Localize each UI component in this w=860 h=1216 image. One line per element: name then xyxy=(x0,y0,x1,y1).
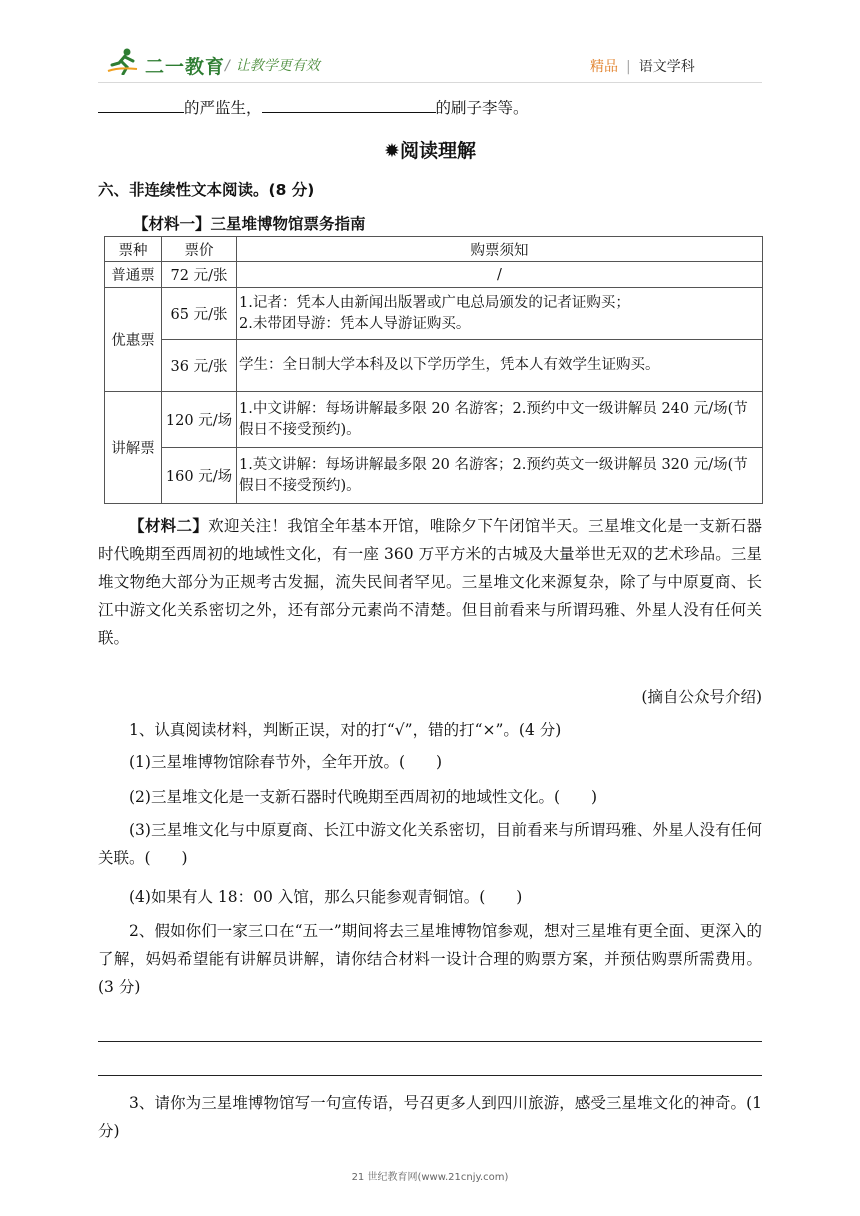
material-1-title: 【材料一】三星堆博物馆票务指南 xyxy=(133,215,366,233)
answer-line-2[interactable] xyxy=(98,1075,762,1076)
answer-blank-1[interactable] xyxy=(98,98,184,113)
table-row xyxy=(105,448,763,504)
subject-label: 语文学科 xyxy=(638,59,695,75)
header-divider xyxy=(98,82,762,83)
blank-text-2: 的刷子李等。 xyxy=(435,99,529,117)
fill-blank-line xyxy=(98,98,529,118)
ticket-notes: / xyxy=(237,262,763,288)
table-row xyxy=(105,392,763,448)
blank-text-1: 的严监生， xyxy=(184,99,262,117)
page-footer: 21 世纪教育网(www.21cnjy.com) xyxy=(351,1172,509,1183)
section-title: ✹阅读理解 xyxy=(384,140,476,162)
note-line: 2.未带团导游：凭本人导游证购买。 xyxy=(239,315,471,332)
ticket-notes xyxy=(237,288,763,340)
material-2-label: 【材料二】 xyxy=(129,516,209,535)
material-2-paragraph xyxy=(98,512,762,652)
table-row xyxy=(105,288,763,340)
answer-line-1[interactable] xyxy=(98,1041,762,1042)
question-1-item-3: (3)三星堆文化与中原夏商、长江中游文化关系密切，目前看来与所谓玛雅、外星人没有任何关联。( ) xyxy=(98,821,762,867)
brand-name: 二一教育 xyxy=(145,56,226,78)
ticket-price: 72 元/张 xyxy=(162,262,237,288)
material-2-source xyxy=(98,683,762,711)
header-cell-notes: 购票须知 xyxy=(237,237,763,262)
ticket-type: 优惠票 xyxy=(105,288,162,392)
ticket-price: 65 元/张 xyxy=(162,288,237,340)
ticket-notes: 1.中文讲解：每场讲解最多限 20 名游客；2.预约中文一级讲解员 240 元/场(节假日不接受预约)。 xyxy=(237,392,763,448)
question-1-item-2: (2)三星堆文化是一支新石器时代晚期至西周初的地域性文化。( ) xyxy=(129,788,598,806)
question-3: 3、请你为三星堆博物馆写一句宣传语，号召更多人到四川旅游，感受三星堆文化的神奇。(1 分) xyxy=(98,1094,762,1140)
ticket-price: 160 元/场 xyxy=(162,448,237,504)
ticket-price: 120 元/场 xyxy=(162,392,237,448)
note-line: 1.记者：凭本人由新闻出版署或广电总局颁发的记者证购买； xyxy=(239,294,630,311)
ticket-type: 普通票 xyxy=(105,262,162,288)
header-cell-type: 票种 xyxy=(105,237,162,262)
material-2-text: 欢迎关注！我馆全年基本开馆，唯除夕下午闭馆半天。三星堆文化是一支新石器时代晚期至西周初的地域性文化，有一座 360 万平方米的古城及大量举世无双的艺术珍品。三星堆文物绝大部分为正规考古发掘，流失民间者罕见。三星堆文化来源复杂，除了与中原夏商、长江中游文化关系密切之外，还有部分元素尚不清楚。但目前看来与所谓玛雅、外星人没有任何关联。 xyxy=(98,517,762,647)
ticket-table xyxy=(104,236,763,504)
table-header-row xyxy=(105,237,763,262)
ticket-notes: 学生：全日制大学本科及以下学历学生，凭本人有效学生证购买。 xyxy=(237,340,763,392)
table-row xyxy=(105,262,763,288)
premium-badge: 精品 xyxy=(590,59,618,75)
brand-slogan: / 让教学更有效 xyxy=(225,58,320,74)
ticket-type: 讲解票 xyxy=(105,392,162,504)
runner-logo-icon xyxy=(107,47,139,75)
page-header xyxy=(0,0,860,90)
question-2: 2、假如你们一家三口在“五一”期间将去三星堆博物馆参观，想对三星堆有更全面、更深入的了解，妈妈希望能有讲解员讲解，请你结合材料一设计合理的购票方案，并预估购票所需费用。(3 分) xyxy=(98,922,762,996)
ticket-notes: 1.英文讲解：每场讲解最多限 20 名游客；2.预约英文一级讲解员 320 元/场(节假日不接受预约)。 xyxy=(237,448,763,504)
slogan-text: 让教学更有效 xyxy=(235,58,320,74)
question-1-item-1: (1)三星堆博物馆除春节外，全年开放。( ) xyxy=(129,753,443,771)
question-6-title: 六、非连续性文本阅读。(8 分) xyxy=(98,181,315,199)
source-text: (摘自公众号介绍) xyxy=(641,688,762,706)
table-row xyxy=(105,340,763,392)
ticket-price: 36 元/张 xyxy=(162,340,237,392)
question-1-stem: 1、认真阅读材料，判断正误，对的打“√”，错的打“×”。(4 分) xyxy=(129,721,562,739)
header-cell-price: 票价 xyxy=(162,237,237,262)
answer-blank-2[interactable] xyxy=(262,98,436,113)
header-right: 精品 | 语文学科 xyxy=(590,59,695,75)
question-1-item-4: (4)如果有人 18：00 入馆，那么只能参观青铜馆。( ) xyxy=(129,888,523,906)
